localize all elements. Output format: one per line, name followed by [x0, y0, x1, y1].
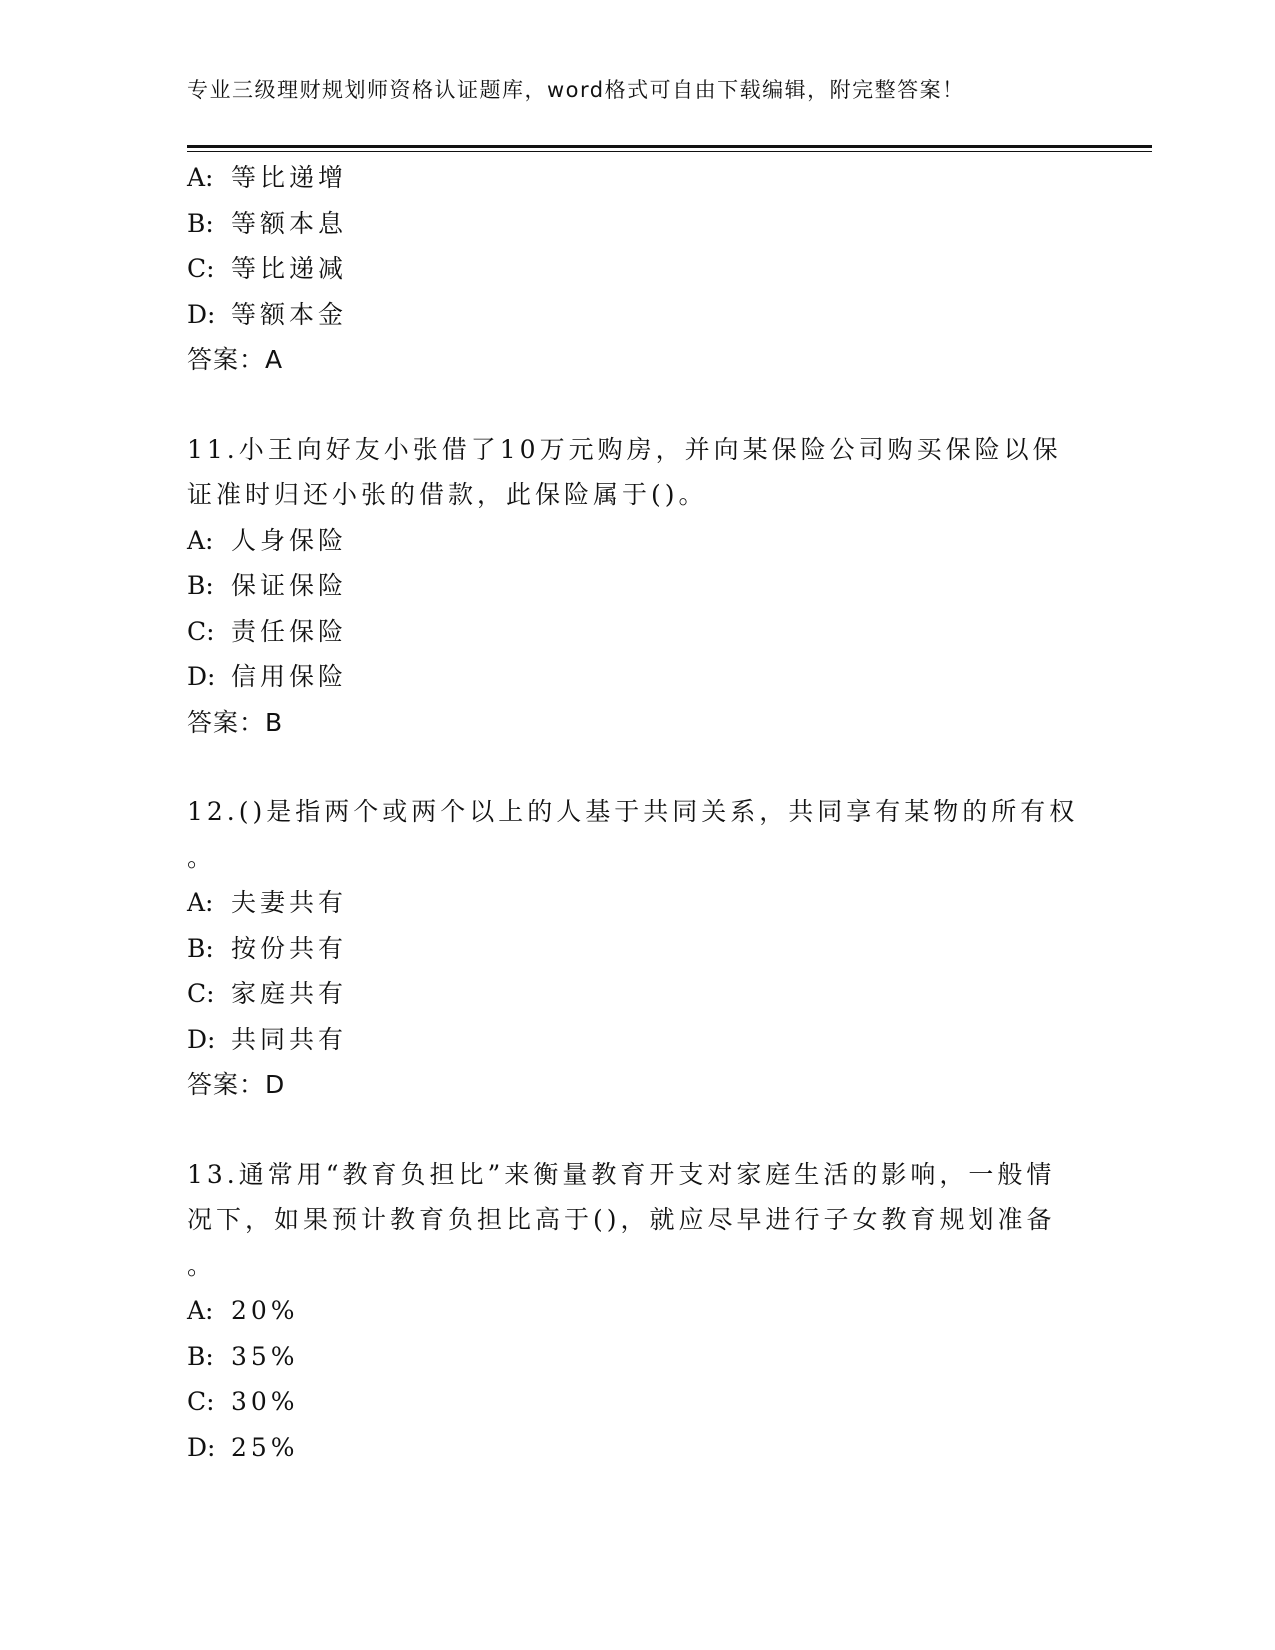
option-letter: B: [187, 571, 214, 600]
question-11 [187, 427, 1087, 746]
question-stem: 13.通常用“教育负担比”来衡量教育开支对家庭生活的影响，一般情 [187, 1159, 1056, 1189]
option-letter: C: [187, 1387, 215, 1416]
option-text: 等额本息 [231, 208, 348, 238]
option-d [187, 292, 1087, 338]
question-12 [187, 789, 1087, 1108]
option-text: 等比递减 [231, 254, 348, 283]
option-text: 30% [231, 1387, 299, 1416]
spacer [187, 383, 1087, 427]
question-stem: 证准时归还小张的借款，此保险属于()。 [187, 480, 708, 509]
question-stem: 12.()是指两个或两个以上的人基于共同关系，共同享有某物的所有权 [187, 797, 1079, 826]
header-rule-thin [187, 151, 1152, 152]
option-c [187, 1379, 1087, 1425]
option-text: 等额本金 [231, 299, 348, 329]
question-10 [187, 155, 1087, 383]
question-stem: 况下，如果预计教育负担比高于()，就应尽早进行子女教育规划准备 [187, 1205, 1056, 1234]
question-stem: 。 [187, 1250, 217, 1280]
option-b [187, 563, 1087, 609]
option-d [187, 1425, 1087, 1471]
option-text: 保证保险 [231, 571, 348, 600]
question-13 [187, 1152, 1087, 1471]
option-letter: C: [187, 254, 215, 283]
option-text: 35% [231, 1341, 299, 1371]
option-letter: B: [187, 208, 214, 238]
option-letter: A: [187, 1296, 214, 1325]
option-text: 夫妻共有 [231, 888, 348, 917]
option-c [187, 246, 1087, 292]
option-letter: D: [187, 299, 216, 329]
answer-line: 答案：B [187, 707, 284, 737]
option-letter: D: [187, 1432, 216, 1462]
option-c [187, 971, 1087, 1017]
spacer [187, 1108, 1087, 1152]
option-text: 信用保险 [231, 662, 348, 691]
option-letter: B: [187, 933, 214, 963]
question-stem: 。 [187, 842, 217, 872]
option-text: 25% [231, 1432, 299, 1462]
option-letter: C: [187, 979, 215, 1008]
option-letter: B: [187, 1341, 214, 1371]
option-b [187, 201, 1087, 247]
answer-line: 答案：D [187, 1070, 286, 1099]
option-text: 家庭共有 [231, 979, 348, 1008]
option-letter: D: [187, 662, 216, 691]
page-header: 专业三级理财规划师资格认证题库，word格式可自由下载编辑，附完整答案！ [187, 78, 965, 102]
answer-line: 答案：A [187, 345, 284, 374]
option-text: 责任保险 [231, 616, 348, 646]
option-letter: A: [187, 163, 214, 192]
option-b [187, 926, 1087, 972]
option-d [187, 654, 1087, 700]
option-letter: A: [187, 525, 214, 555]
option-text: 20% [231, 1296, 299, 1325]
option-a [187, 518, 1087, 564]
option-text: 按份共有 [231, 933, 348, 963]
option-text: 共同共有 [231, 1024, 348, 1054]
option-b [187, 1334, 1087, 1380]
option-c [187, 609, 1087, 655]
question-stem: 11.小王向好友小张借了10万元购房，并向某保险公司购买保险以保 [187, 434, 1062, 464]
header-rule-thick [187, 145, 1152, 148]
option-a [187, 880, 1087, 926]
option-a [187, 155, 1087, 201]
option-text: 等比递增 [231, 163, 348, 192]
option-letter: D: [187, 1024, 216, 1054]
option-a [187, 1288, 1087, 1334]
option-d [187, 1017, 1087, 1063]
question-content [187, 155, 1087, 1470]
spacer [187, 745, 1087, 789]
option-letter: A: [187, 888, 214, 917]
option-text: 人身保险 [231, 525, 348, 555]
option-letter: C: [187, 616, 215, 646]
